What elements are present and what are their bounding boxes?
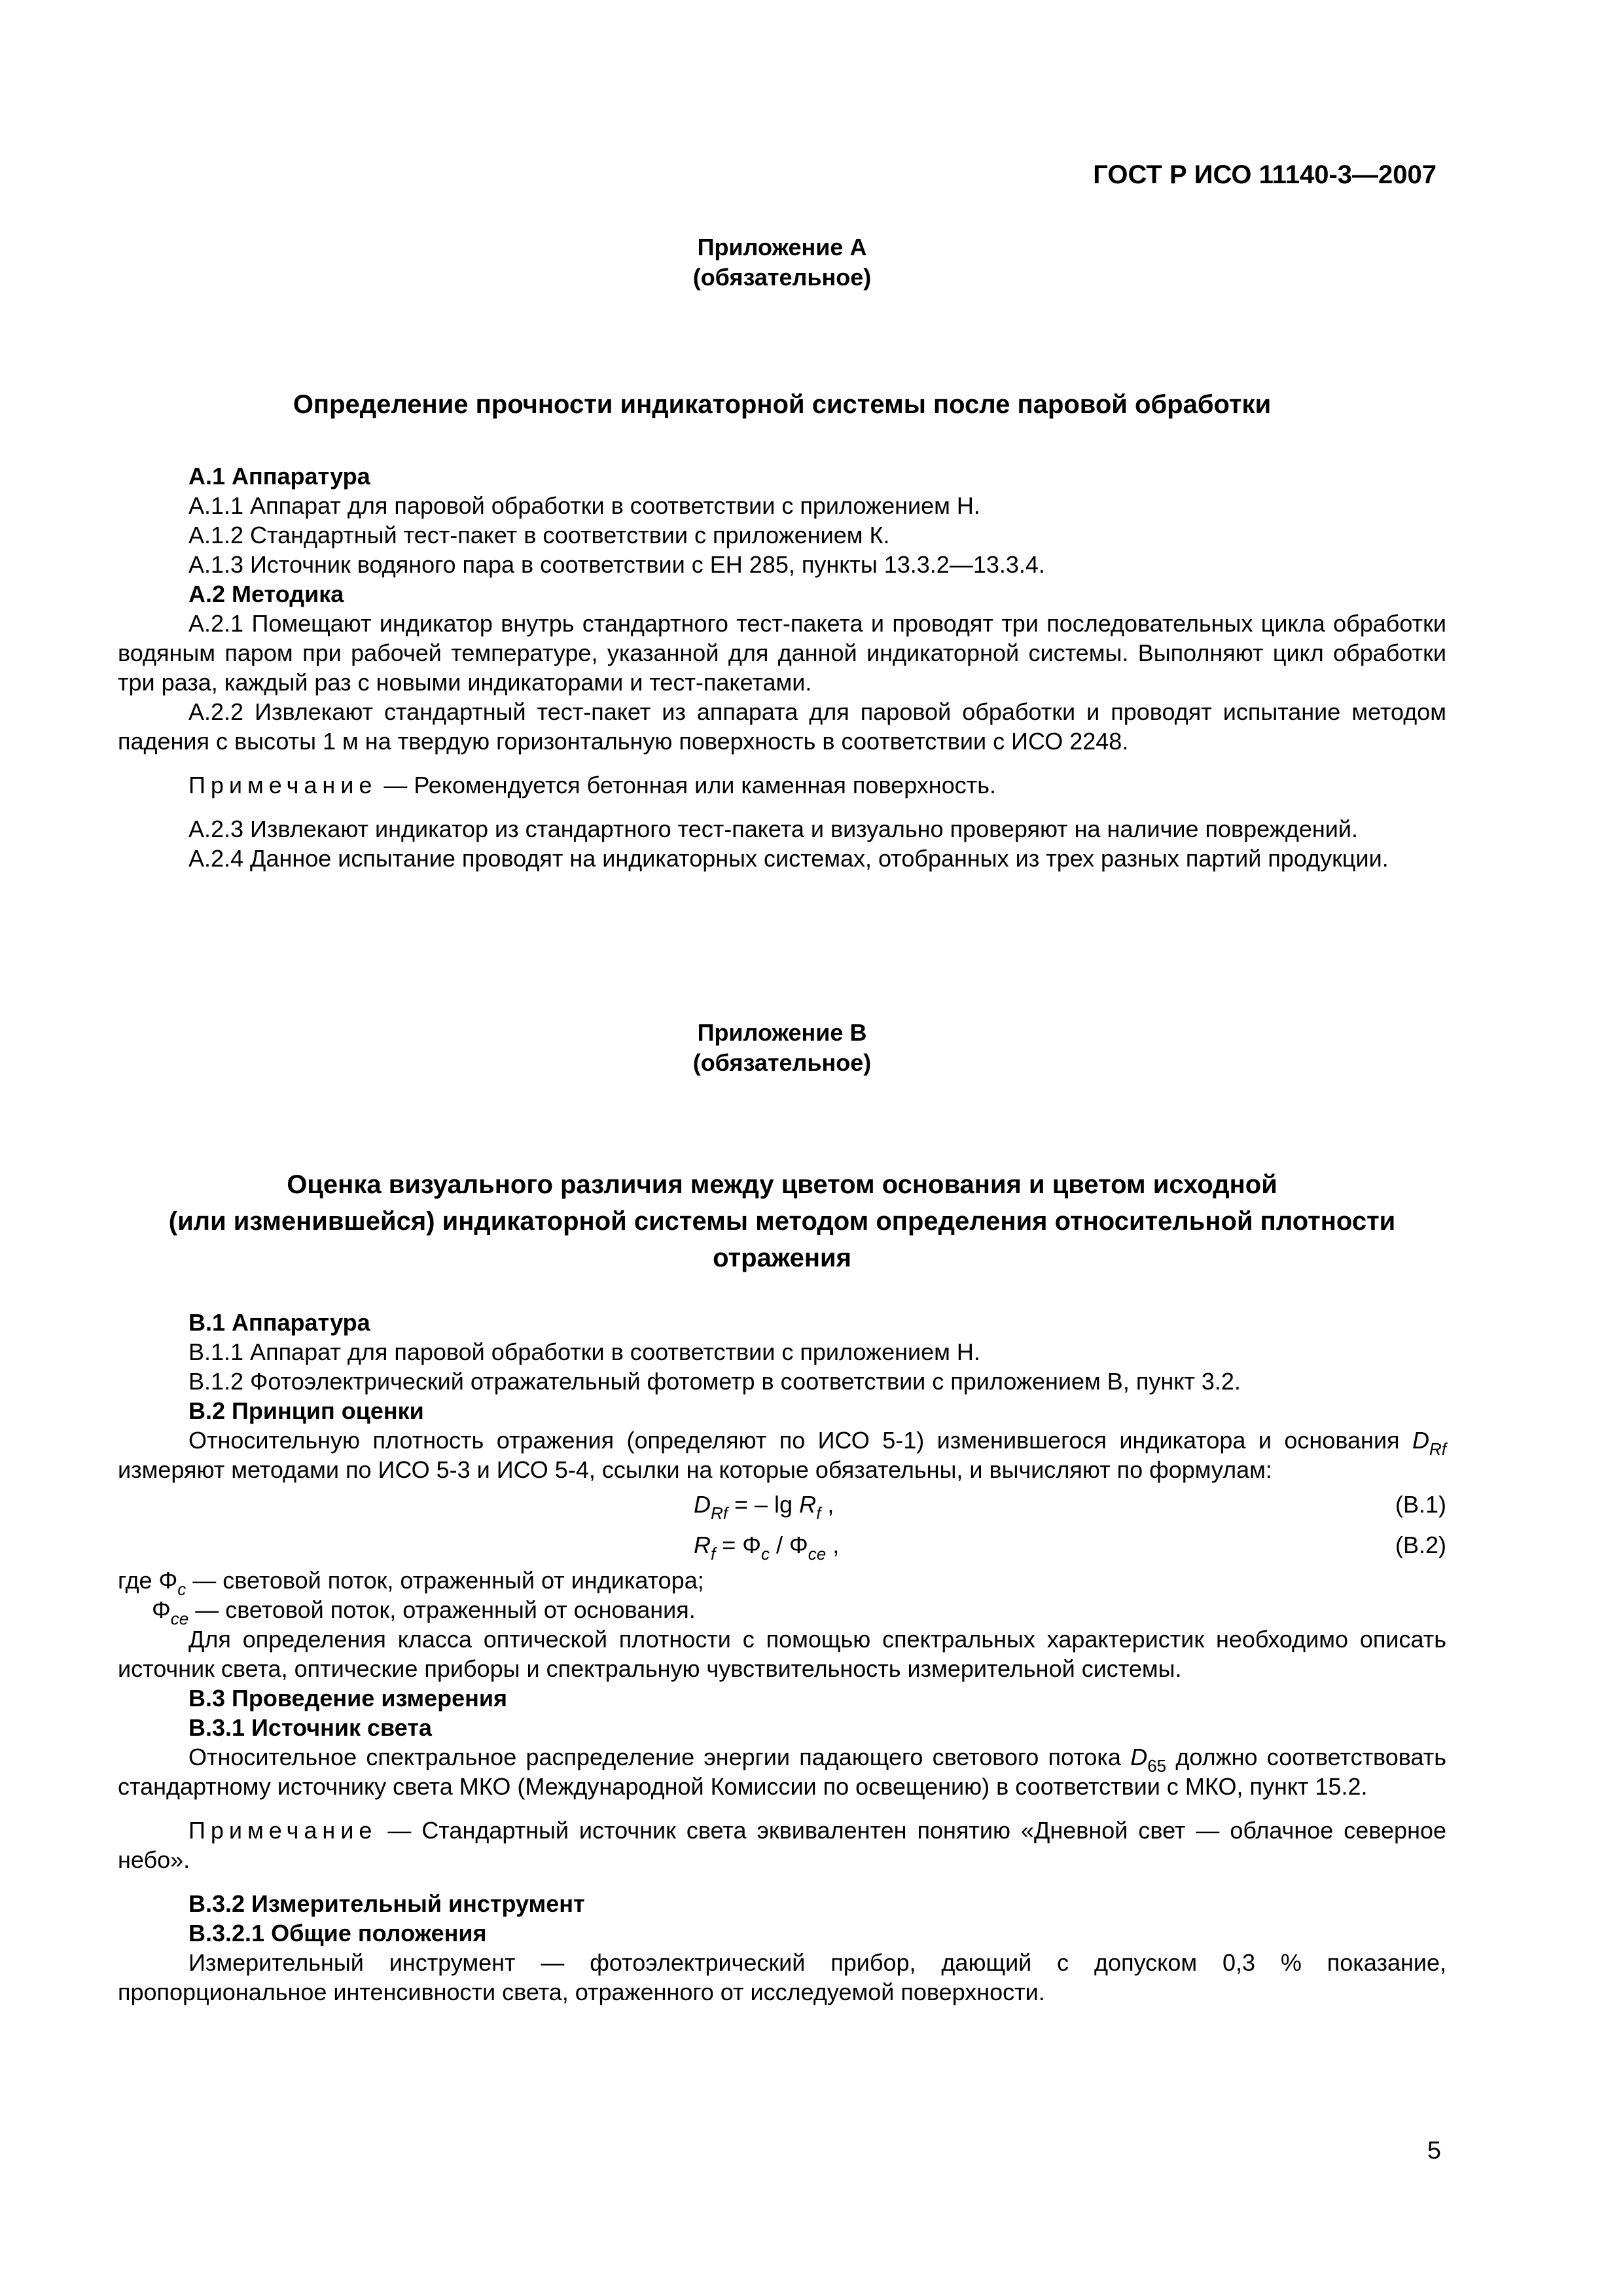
f2-ce-sub: ce	[808, 1544, 827, 1564]
clause-a24: А.2.4 Данное испытание проводят на индикаторных системах, отобранных из трех разных партий продукции.	[188, 845, 1389, 872]
b31-subscript: 65	[1147, 1756, 1167, 1776]
section-heading-b321: В.3.2.1 Общие положения	[188, 1920, 487, 1946]
formula-b1-expression	[694, 1490, 834, 1523]
clause-a13: А.1.3 Источник водяного пара в соответствии с ЕН 285, пункты 13.3.2—13.3.4.	[188, 551, 1045, 578]
standard-code-header: ГОСТ Р ИСО 11140-3—2007	[1093, 160, 1436, 189]
where-ce-text: — световой поток, отраженный от основания.	[188, 1596, 696, 1623]
annex-b-status: (обязательное)	[692, 1049, 872, 1076]
annex-a-heading	[118, 232, 1446, 293]
annex-a-body	[118, 461, 1446, 873]
note-a	[118, 770, 1446, 800]
annex-b-title-line-2: (или изменившейся) индикаторной системы методом определения относительной плотности	[168, 1207, 1396, 1236]
f1-r-sub: f	[816, 1503, 821, 1523]
f1-lhs-sub: Rf	[711, 1503, 728, 1523]
formula-b2-number: (В.2)	[1395, 1532, 1446, 1558]
page-number: 5	[1427, 2137, 1441, 2164]
section-heading-b3: В.3 Проведение измерения	[188, 1685, 508, 1712]
annex-b-title-line-1: Оценка визуального различия между цветом основания и цветом исходной	[287, 1170, 1277, 1199]
b31-part-b: должно соответствовать стандартному источнику света МКО (Международной Комиссии по освещению) в соответствии с МКО, пункт 15.2.	[118, 1744, 1446, 1800]
note-b-label: Примечание	[188, 1817, 378, 1844]
annex-a-title-block	[118, 386, 1446, 423]
annex-b-title-line-3: отражения	[713, 1244, 851, 1272]
annex-b-heading	[118, 1018, 1446, 1078]
f2-eq: = Φ	[715, 1532, 761, 1558]
clause-b31	[118, 1742, 1446, 1801]
clause-a21: А.2.1 Помещают индикатор внутрь стандартного тест-пакета и проводят три последовательных цикла обработки водяным паром при рабочей температуре, указанной для данной индикаторной системы. Выполняют цикл обработки три раза, каждый раз с новыми индикаторами и тест-пакетами.	[118, 610, 1446, 696]
b31-part-a: Относительное спектральное распределение энергии падающего светового потока	[188, 1744, 1131, 1770]
clause-b11: В.1.1 Аппарат для паровой обработки в соответствии с приложением Н.	[188, 1338, 980, 1365]
annex-b-label: Приложение В	[697, 1019, 867, 1046]
where-ce-pre: Φ	[152, 1596, 171, 1623]
note-text: — Рекомендуется бетонная или каменная поверхность.	[377, 772, 996, 798]
section-heading-a2: А.2 Методика	[188, 581, 344, 607]
note-b	[118, 1816, 1446, 1874]
symbol-rf-subscript: Rf	[1429, 1439, 1446, 1459]
symbol-d: D	[1412, 1427, 1429, 1454]
section-heading-a1: А.1 Аппаратура	[188, 463, 370, 490]
where-c-text: — световой поток, отраженный от индикатора;	[186, 1567, 704, 1594]
section-heading-b31: В.3.1 Источник света	[188, 1714, 432, 1741]
where-pre: где Φ	[118, 1567, 178, 1594]
formula-b2	[118, 1525, 1446, 1566]
note-label: Примечание	[188, 772, 378, 798]
annex-a-label: Приложение А	[697, 234, 867, 260]
annex-b-title-block	[118, 1166, 1446, 1276]
f2-c-sub: c	[760, 1544, 770, 1564]
f2-lhs-sub: f	[711, 1544, 716, 1564]
where-ce-sub: ce	[170, 1609, 189, 1628]
clause-b12: В.1.2 Фотоэлектрический отражательный фотометр в соответствии с приложением В, пункт 3.2.	[188, 1368, 1241, 1395]
f1-end: ,	[821, 1491, 834, 1518]
f2-div: / Φ	[769, 1532, 808, 1558]
section-heading-b32: В.3.2 Измерительный инструмент	[188, 1890, 585, 1917]
annex-b-body	[118, 1308, 1446, 2007]
f1-lhs: D	[694, 1491, 711, 1518]
annex-a-status: (обязательное)	[692, 264, 872, 291]
section-heading-b2: В.2 Принцип оценки	[188, 1397, 424, 1424]
where-line-2	[118, 1595, 1446, 1628]
clause-a12: А.1.2 Стандартный тест-пакет в соответствии с приложением К.	[188, 522, 890, 548]
b2-text-part-a: Относительную плотность отражения (определяют по ИСО 5-1) изменившегося индикатора и основания	[188, 1427, 1412, 1454]
section-heading-b1: В.1 Аппаратура	[188, 1309, 370, 1336]
note-b-text: — Стандартный источник света эквивалентен понятию «Дневной свет — облачное северное небо».	[118, 1817, 1446, 1873]
f1-r: R	[799, 1491, 817, 1518]
formula-b2-expression	[694, 1530, 840, 1564]
clause-b2-after: Для определения класса оптической плотности с помощью спектральных характеристик необходимо описать источник света, оптические приборы и спектральную чувствительность измерительной системы.	[118, 1626, 1446, 1682]
f2-end: ,	[826, 1532, 840, 1558]
clause-b2-text	[118, 1426, 1446, 1484]
where-c-sub: c	[177, 1579, 187, 1599]
formula-b1	[118, 1484, 1446, 1525]
clause-b321: Измерительный инструмент — фотоэлектрический прибор, дающий с допуском 0,3 % показание, пропорциональное интенсивности света, отраженного от исследуемой поверхности.	[118, 1949, 1446, 2005]
annex-a-title: Определение прочности индикаторной системы после паровой обработки	[293, 390, 1272, 419]
b2-text-part-b: измеряют методами по ИСО 5-3 и ИСО 5-4, ссылки на которые обязательны, и вычисляют по формулам:	[118, 1456, 1272, 1483]
f2-lhs: R	[694, 1532, 711, 1558]
b31-symbol: D	[1130, 1744, 1148, 1770]
clause-a11: А.1.1 Аппарат для паровой обработки в соответствии с приложением Н.	[188, 492, 980, 519]
where-line-1	[118, 1566, 1446, 1599]
clause-a22: А.2.2 Извлекают стандартный тест-пакет из аппарата для паровой обработки и проводят испытание методом падения с высоты 1 м на твердую горизонтальную поверхность в соответствии с ИСО 2248.	[118, 698, 1446, 755]
clause-a23: А.2.3 Извлекают индикатор из стандартного тест-пакета и визуально проверяют на наличие повреждений.	[188, 816, 1358, 842]
formula-b1-number: (В.1)	[1395, 1491, 1446, 1518]
f1-rhs: = – lg	[728, 1491, 800, 1518]
